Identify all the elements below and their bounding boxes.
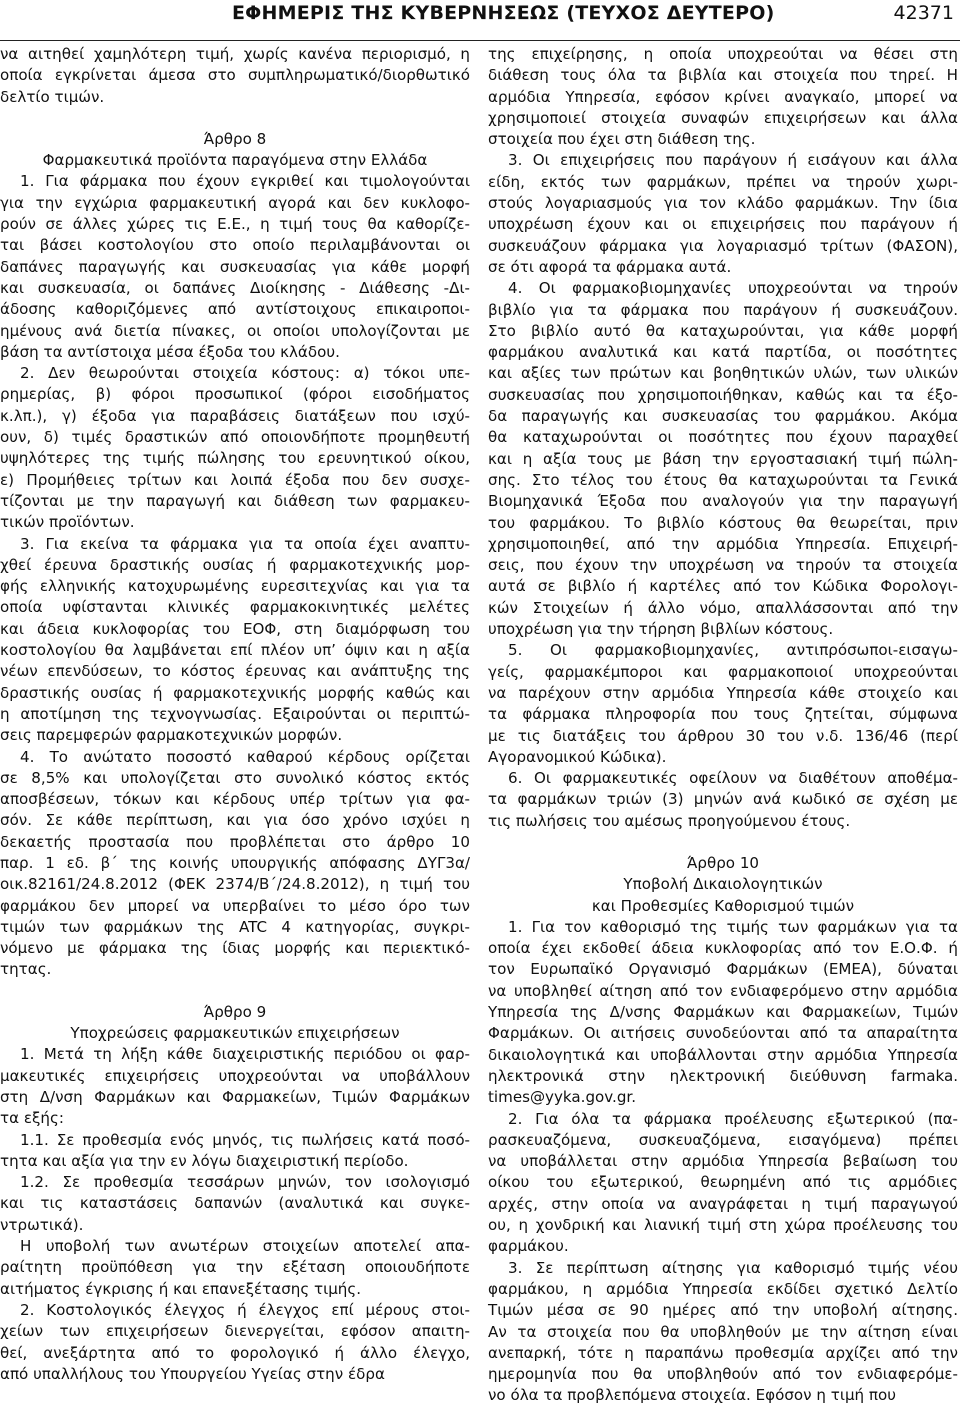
text-line: ρασκευαζόμενα, συσκευαζόμενα, εισαγόμενα) πρέπει xyxy=(488,1130,958,1149)
text-line: τητα και αξία για την εν λόγω διαχειριστική περίοδο. xyxy=(0,1151,409,1170)
text-line: αρμόδια Υπηρεσία, εφόσον κρίνει αναγκαίο, μπορεί να xyxy=(488,87,958,106)
article-title-line: και Προθεσμίες Καθορισμού τιμών xyxy=(591,896,855,915)
paragraph xyxy=(488,640,958,768)
text-line: 3. Σε περίπτωση αίτησης για καθορισμό τιμής νέου xyxy=(508,1258,958,1277)
text-line: ρούν σε άλλες χώρες τις Ε.Ε., η τιμή τους θα καθορίζε- xyxy=(0,215,470,234)
text-line: με τις διατάξεις του άρθρου 30 του ν.δ. 136/46 (περί xyxy=(488,726,958,745)
text-line: ουν, δ) τιμές δραστικών από οποιονδήποτε προμηθευτή xyxy=(0,428,470,447)
text-line: Αγορανομικού Κώδικα). xyxy=(488,747,667,766)
text-line: δεκαετής προστασία που προβλέπεται στο άρθρο 10 xyxy=(0,832,470,851)
text-line: βιβλίο για τα φάρμακα που παράγουν ή συσκευάζουν. xyxy=(488,300,958,319)
article-heading xyxy=(0,1002,470,1045)
text-line: 5. Οι φαρμακοβιομηχανίες, αντιπρόσωποι-εισαγω- xyxy=(508,641,958,660)
text-line: αποσβέσεων, τόκων και κέρδους υπέρ τρίτων για φα- xyxy=(0,790,470,809)
text-line: 1. Μετά τη λήξη κάθε διαχειριστικής περιόδου οι φαρ- xyxy=(20,1045,470,1064)
text-line: να υποβάλλεται στην αρμόδια Υπηρεσία βεβαίωση του xyxy=(488,1152,958,1171)
paragraph xyxy=(0,1236,470,1300)
text-line: παρ. 1 εδ. β΄ της κοινής υπουργικής απόφασης ΔΥΓ3α/ xyxy=(0,853,470,872)
text-line: να παρέχουν στην αρμόδια Υπηρεσία κάθε στοιχείο και xyxy=(488,683,958,702)
text-line: για την εγχώρια φαρμακευτική αγορά και δεν κυκλοφο- xyxy=(0,193,470,212)
article-heading xyxy=(488,853,958,917)
left-column xyxy=(0,44,470,1385)
text-line: ημένους ανά διετία πίνακες, οι οποίοι υπολογίζονται με xyxy=(0,321,470,340)
text-line: σεις, που έχουν την υποχρέωση να τηρούν τα στοιχεία xyxy=(488,556,958,575)
text-line: φαρμάκου δεν μπορεί να υπερβαίνει το μέσο όρο των xyxy=(0,896,470,915)
article-heading xyxy=(0,129,470,172)
text-line: αρχές, στην οποία να αναγράφεται η τιμή παραγωγού xyxy=(488,1194,958,1213)
article-title-line: Υποχρεώσεις φαρμακευτικών επιχειρήσεων xyxy=(70,1024,400,1043)
text-line: Υπηρεσία της Δ/νσης Φαρμάκων και Φαρμακείων, Τιμών xyxy=(488,1003,958,1022)
text-line: τικών προϊόντων. xyxy=(0,513,135,532)
text-line: τα εξής: xyxy=(0,1109,64,1128)
text-line: κ.λπ.), γ) έξοδα για παραβάσεις διατάξεων που ισχύ- xyxy=(0,406,470,425)
paragraph xyxy=(0,363,470,533)
text-line: στοιχεία που έχει στη διάθεση της. xyxy=(488,130,756,149)
text-line: σε 8,5% και υπολογίζεται στο συνολικό κόστος εκτός xyxy=(0,768,470,787)
text-line: και η αξία τους με βάση την εργοστασιακή τιμή πώλη- xyxy=(488,449,958,468)
text-line: τα φάρμακα πληροφορία που τους ζητείται, σύμφωνα xyxy=(488,705,958,724)
paragraph xyxy=(488,44,958,150)
text-line: χρησιμοποιηθεί, από την αρμόδια Υπηρεσία. Επιχειρή- xyxy=(488,534,958,553)
paragraph xyxy=(488,917,958,1109)
text-line: τίζονται με την παραγωγή και διάθεση των φαρμακευ- xyxy=(0,491,470,510)
text-line: βάση τα αντίστοιχα μέσα έξοδα του κλάδου. xyxy=(0,342,340,361)
text-line: ηλεκτρονικά στην ηλεκτρονική διεύθυνση farmaka. xyxy=(488,1066,958,1085)
text-line: μακευτικές επιχειρήσεις υποχρεούνται να υποβάλλουν xyxy=(0,1066,470,1085)
text-line: Στο βιβλίο αυτό θα καταχωρούνται, για κάθε μορφή xyxy=(488,321,958,340)
text-line: 6. Οι φαρμακευτικές οφείλουν να διαθέτουν αποθέμα- xyxy=(508,769,958,788)
text-line: οίκου του εξωτερικού, θεωρημένη από τις αρμόδιες xyxy=(488,1173,958,1192)
paragraph xyxy=(488,150,958,278)
text-line: θα καταχωρούνται οι ποσότητες που έχουν παραχθεί xyxy=(488,428,958,447)
text-line: 3. Οι επιχειρήσεις που παράγουν ή εισάγουν και άλλα xyxy=(508,151,958,170)
text-line: τις πωλήσεις του αμέσως προηγούμενου έτους. xyxy=(488,811,851,830)
text-line: ντρωτικά). xyxy=(0,1215,84,1234)
text-line: τον Ευρωπαϊκό Οργανισμό Φαρμάκων (ΕΜΕΑ), δύναται xyxy=(488,960,958,979)
text-line: τητας. xyxy=(0,960,52,979)
text-line: ται βάσει κοστολογίου στο οποίο περιλαμβάνονται οι xyxy=(0,236,470,255)
text-line: οποία έχει εκδοθεί άδεια κυκλοφορίας από τον Ε.Ο.Φ. ή xyxy=(488,939,958,958)
text-line: νόμενο με φάρμακα της ίδιας μορφής και περιεκτικό- xyxy=(0,939,470,958)
text-line: και τις καταστάσεις δαπανών (αναλυτικά και συγκε- xyxy=(0,1194,470,1213)
text-line: φαρμάκου αναλυτικά και κατά παρτίδα, οι ποσότητες xyxy=(488,343,958,362)
text-line: 2. Για όλα τα φάρμακα προέλευσης εξωτερικού (πα- xyxy=(508,1109,958,1128)
paragraph xyxy=(0,1130,470,1173)
text-line: στη Δ/νση Φαρμάκων και Φαρμακείων, Τιμών Φαρμάκων xyxy=(0,1087,470,1106)
text-line: 2. Δεν θεωρούνται στοιχεία κόστους: α) τόκοι υπε- xyxy=(20,364,470,383)
text-line: αιτήματος έγκρισης ή και επανεξέτασης τιμής. xyxy=(0,1279,362,1298)
text-line: νο όλα τα προβλεπόμενα στοιχεία. Εφόσον η τιμή που xyxy=(488,1386,896,1405)
text-line: 1.1. Σε προθεσμία ενός μηνός, τις πωλήσεις κατά ποσό- xyxy=(20,1130,470,1149)
text-line: χρησιμοποιεί στοιχεία συναφών επιχειρήσεων και άλλα xyxy=(488,108,958,127)
article-number: Άρθρο 8 xyxy=(203,129,267,148)
text-line: σεις παρεμφερών φαρμακοτεχνικών μορφών. xyxy=(0,726,343,745)
text-line: δελτίο τιμών. xyxy=(0,87,105,106)
text-line: 2. Κοστολογικός έλεγχος ή έλεγχος επί μέρους στοι- xyxy=(20,1300,470,1319)
text-line: σης. Στο τέλος του έτους θα καταχωρούνται τα Γενικά xyxy=(488,470,958,489)
text-line: του φαρμάκου. Το βιβλίο κόστους θα θεωρείται, πριν xyxy=(488,513,958,532)
text-line: τα φαρμάκων τριών (3) μηνών ανά κωδικό σε σχέση με xyxy=(488,790,958,809)
text-line: 1. Για φάρμακα που έχουν εγκριθεί και τιμολογούνται xyxy=(20,172,470,191)
text-line: συσκευασίας που χρησιμοποιήθηκαν, καθώς και τα έξο- xyxy=(488,385,958,404)
text-line: 4. Το ανώτατο ποσοστό καθαρού κέρδους ορίζεται xyxy=(20,747,470,766)
paragraph xyxy=(0,1300,470,1385)
paragraph xyxy=(0,171,470,363)
text-line: και αξίες των πρώτων και βοηθητικών υλών, των υλικών xyxy=(488,364,958,383)
text-line: οικ.82161/24.8.2012 (ΦΕΚ 2374/Β΄/24.8.2012), η τιμή του xyxy=(0,875,470,894)
text-line: 4. Οι φαρμακοβιομηχανίες υποχρεούνται να τηρούν xyxy=(508,279,958,298)
paragraph xyxy=(488,278,958,640)
text-line: κών Στοιχείων ή άλλο νόμο, απαλλάσσονται από την xyxy=(488,598,958,617)
paragraph xyxy=(0,1172,470,1236)
text-line: φής ελληνικής κατοχυρωμένης ευρεσιτεχνίας και για τα xyxy=(0,577,470,596)
text-line: δραστικής ουσίας ή φαρμακοτεχνικής μορφής καθώς και xyxy=(0,683,470,702)
paragraph xyxy=(0,44,470,108)
right-column xyxy=(488,44,958,1407)
paragraph xyxy=(0,1044,470,1129)
running-title: ΕΦΗΜΕΡΙΣ ΤΗΣ ΚΥΒΕΡΝΗΣΕΩΣ (ΤΕΥΧΟΣ ΔΕΥΤΕΡΟ) xyxy=(232,2,775,24)
page-header xyxy=(0,0,960,41)
text-line: δα παραγωγής και συσκευασίας του φαρμάκου. Ακόμα xyxy=(488,407,958,426)
text-line: ημερομηνία που θα υποβληθούν από τον ενδιαφερόμε- xyxy=(488,1365,958,1384)
text-line: times@yyka.gov.gr. xyxy=(488,1088,637,1107)
paragraph xyxy=(488,1109,958,1258)
text-line: στούς λογαριασμούς για τον κλάδο φαρμάκων. Την ίδια xyxy=(488,194,958,213)
text-line: φαρμάκου, η αρμόδια Υπηρεσία εκδίδει σχετικό Δελτίο xyxy=(488,1279,958,1298)
text-line: υποχρέωση έχουν και οι επιχειρήσεις που παράγουν ή xyxy=(488,215,958,234)
text-line: 1. Για τον καθορισμό της τιμής των φαρμάκων για τα xyxy=(508,917,958,936)
text-line: ραίτητη προϋπόθεση για την εξέταση οποιουδήποτε xyxy=(0,1258,470,1277)
text-line: Η υποβολή των ανωτέρων στοιχείων αποτελεί απα- xyxy=(20,1237,470,1256)
paragraph xyxy=(0,747,470,981)
text-line: υποχρέωση για την τήρηση βιβλίων κόστους. xyxy=(488,620,834,639)
text-line: ρημερίας, β) φόροι προσωπικοί (φόροι εισοδήματος xyxy=(0,385,470,404)
text-line: σόν. Σε κάθε περίπτωση, και για όσο χρόνο ισχύει η xyxy=(0,811,470,830)
paragraph xyxy=(488,768,958,832)
text-line: δικαιολογητικά και υποβάλλονται στην αρμόδια Υπηρεσία xyxy=(488,1045,958,1064)
paragraph xyxy=(0,534,470,747)
page-number: 42371 xyxy=(893,2,954,24)
article-number: Άρθρο 9 xyxy=(203,1002,267,1021)
text-line: η αποτίμηση της τεχνογνωσίας. Εξαιρούνται οι περιπτώ- xyxy=(0,704,470,723)
text-line: Φαρμάκων. Οι αιτήσεις συνοδεύονται από τα απαραίτητα xyxy=(488,1024,958,1043)
text-line: νέων επενδύσεων, το κόστος έρευνας και ανάπτυξης της xyxy=(0,662,470,681)
text-line: χείων των επιχειρήσεων διενεργείται, εφόσον απαιτη- xyxy=(0,1322,470,1341)
text-line: είδη, εκτός των φαρμάκων, πρέπει να τηρούν χωρι- xyxy=(488,172,958,191)
text-line: οποία υφίστανται κλινικές φαρμακοκινητικές μελέτες xyxy=(0,598,470,617)
text-line: να υποβληθεί αίτηση από τον ενδιαφερόμενο στην αρμόδια xyxy=(488,981,958,1000)
text-line: ε) Προμήθειες τρίτων και λοιπά έξοδα που δεν συσχε- xyxy=(0,470,470,489)
text-line: Τιμών μέσα σε 90 ημέρες από την υποβολή αίτησης. xyxy=(488,1301,958,1320)
text-line: άδοσης καθοριζόμενες από αντίστοιχους επικαιροποι- xyxy=(0,300,470,319)
text-line: φαρμάκου. xyxy=(488,1237,569,1256)
text-line: θεί, ανεξάρτητα από το φορολογικό ή άλλο έλεγχο, xyxy=(0,1343,470,1362)
text-line: γείς, φαρμακέμποροι και φαρμακοποιοί υποχρεούνται xyxy=(488,662,958,681)
text-line: συσκευάζουν φάρμακα για λογαριασμό τρίτων (ΦΑΣΟΝ), xyxy=(488,236,958,255)
text-line: κοστολογίου θα λαμβάνεται επί πλέον υπ’ όψιν και η αξία xyxy=(0,641,470,660)
text-line: και άδεια κυκλοφορίας του ΕΟΦ, στη διαμόρφωση του xyxy=(0,619,470,638)
text-line: ου, η χονδρική και λιανική τιμή στη χώρα προέλευσης του xyxy=(488,1216,958,1235)
text-line: διάθεση τους όλα τα βιβλία και στοιχεία που τηρεί. Η xyxy=(488,66,958,85)
text-line: και συσκευασία, οι δαπάνες Διοίκησης - Διάθεσης -Δι- xyxy=(0,278,470,297)
article-title-line: Υποβολή Δικαιολογητικών xyxy=(623,875,823,894)
text-line: δαπάνες παραγωγής και συσκευασίας για κάθε μορφή xyxy=(0,257,470,276)
article-title-line: Φαρμακευτικά προϊόντα παραγόμενα στην Ελλάδα xyxy=(42,151,428,170)
text-line: της επιχείρησης, η οποία υποχρεούται να θέσει στη xyxy=(488,45,958,63)
text-line: υψηλότερες της τιμής πώλησης του ερευνητικού οίκου, xyxy=(0,449,470,468)
text-line: αυτά σε βιβλίο ή καρτέλες από τον Κώδικα Φορολογι- xyxy=(488,577,958,596)
text-line: τιμών των φαρμάκων της ATC 4 κατηγορίας, συγκρι- xyxy=(0,917,470,936)
article-number: Άρθρο 10 xyxy=(686,853,760,872)
text-line: σε ότι αφορά τα φάρμακα αυτά. xyxy=(488,257,732,276)
text-line: Αν τα στοιχεία που θα υποβληθούν με την αίτηση είναι xyxy=(488,1322,958,1341)
text-line: οποία εγκρίνεται άμεσα στο συμπληρωματικό/διορθωτικό xyxy=(0,66,470,85)
paragraph xyxy=(488,1258,958,1407)
text-line: 3. Για εκείνα τα φάρμακα για τα οποία έχει αναπτυ- xyxy=(20,534,470,553)
text-line: ανεπαρκή, τότε η παραπάνω προθεσμία αρχίζει από την xyxy=(488,1343,958,1362)
text-line: χθεί έρευνα δραστικής ουσίας ή φαρμακοτεχνικής μορ- xyxy=(0,555,470,574)
text-line: Βιομηχανικά Έξοδα που αναλογούν για την παραγωγή xyxy=(488,492,958,511)
text-line: 1.2. Σε προθεσμία τεσσάρων μηνών, τον ισολογισμό xyxy=(20,1173,470,1192)
text-line: από υπαλλήλους του Υπουργείου Υγείας στην έδρα xyxy=(0,1364,385,1383)
text-line: να αιτηθεί χαμηλότερη τιμή, χωρίς κανένα περιορισμό, η xyxy=(0,45,470,63)
